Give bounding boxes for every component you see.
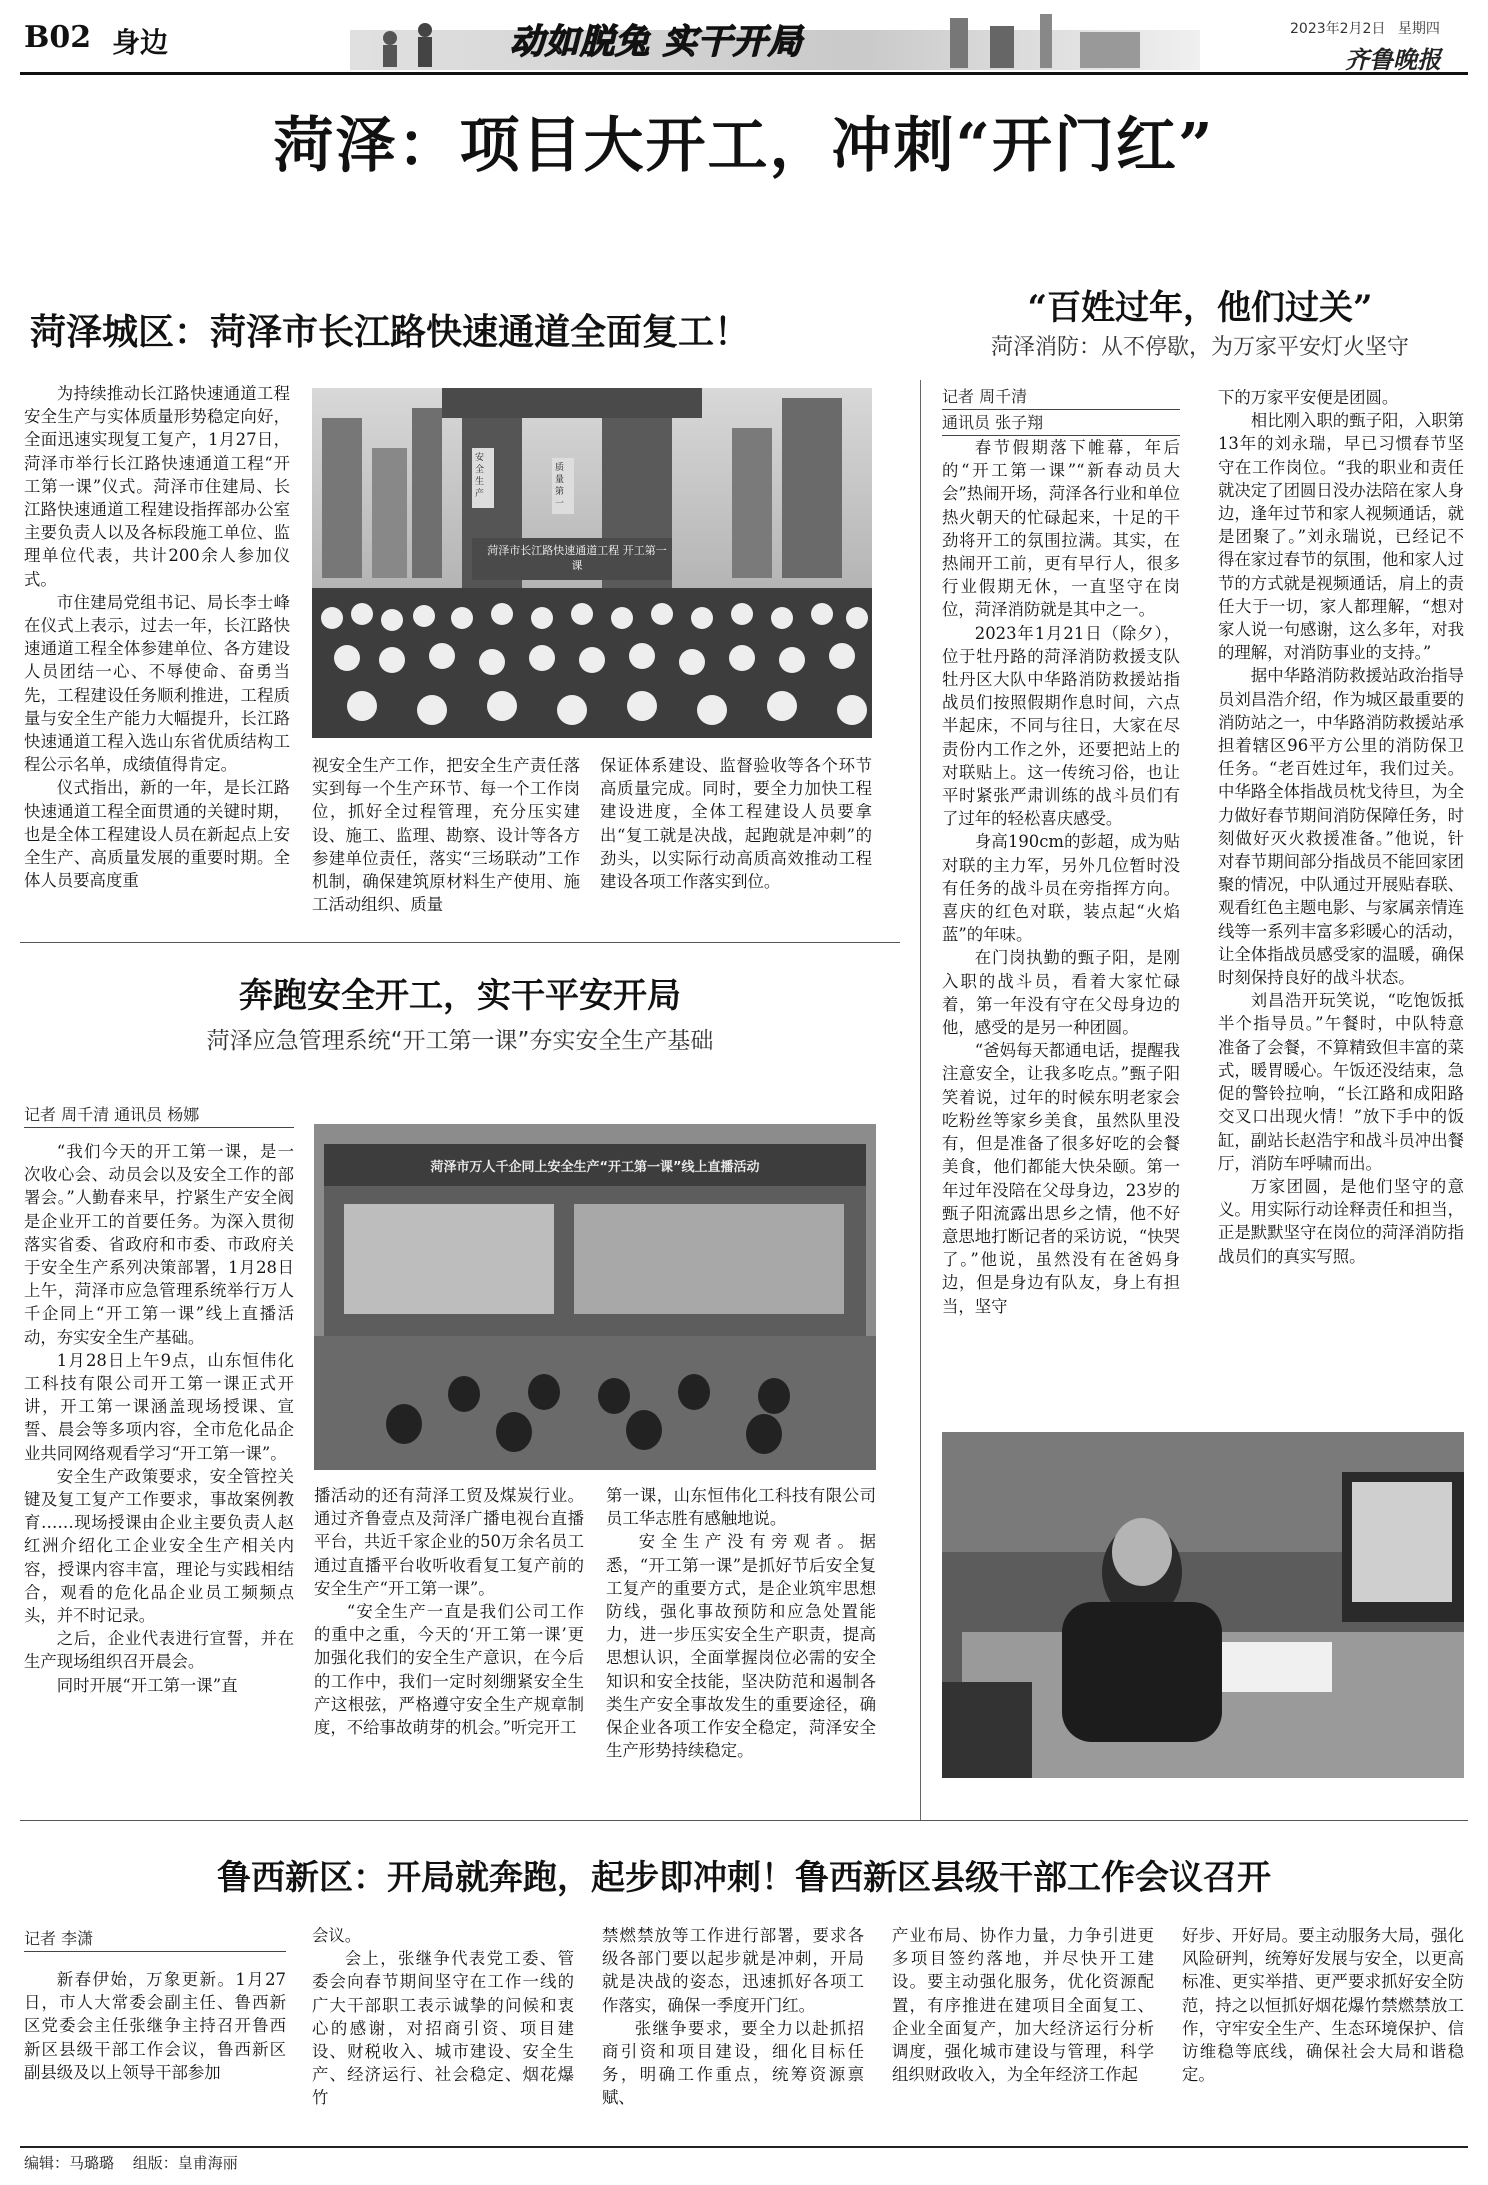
article2-photo bbox=[942, 1432, 1464, 1778]
paragraph: 春节假期落下帷幕，年后的“开工第一课”“新春动员大会”热闹开场，菏泽各行业和单位热火朝天的忙碌起来，十足的干劲将开工的氛围拉满。其实，在热闹开工前，更有早行人，很多行业假期无休，一直坚守在岗位，菏泽消防就是其中之一。 bbox=[942, 438, 1180, 620]
article1-col2 bbox=[312, 754, 580, 916]
masthead-rule bbox=[20, 72, 1468, 75]
article4-col1 bbox=[24, 1968, 286, 2084]
footer-credits bbox=[24, 2152, 238, 2173]
editor-credit: 编辑：马璐璐 bbox=[24, 2154, 115, 2172]
article3-title: 奔跑安全开工，实干平安开局 bbox=[239, 976, 681, 1016]
paragraph: “我们今天的开工第一课，是一次收心会、动员会以及安全工作的部署会。”人勤春来早，拧紧生产安全阀是企业开工的首要任务。为深入贯彻落实省委、省政府和市委、市政府关于安全生产系列决策部署，1月28日上午，菏泽市应急管理系统举行万人千企同上“开工第一课”线上直播活动，夯实安全生产基础。 bbox=[24, 1142, 294, 1347]
footer-rule bbox=[20, 2146, 1468, 2148]
livestream-meeting-illustration bbox=[314, 1124, 876, 1470]
paragraph: 会议。 bbox=[312, 1926, 362, 1945]
photo-banner-text: 菏泽市万人千企同上安全生产“开工第一课”线上直播活动 bbox=[430, 1160, 760, 1175]
paragraph: 2023年1月21日（除夕），位于牡丹路的菏泽消防救援支队牡丹区大队中华路消防救援站指战员们按照假期作息时间，六点半起床，不同与往日，大家在尽责份内工作之外，还要把站上的对联贴上。这一传统习俗，也让平时紧张严肃训练的战斗员们有了过年的轻松喜庆感受。 bbox=[942, 623, 1180, 829]
reporter-name: 记者 李潇 bbox=[24, 1928, 286, 1952]
correspondent-name: 通讯员 张子翔 bbox=[942, 412, 1180, 436]
paragraph: 在门岗执勤的甄子阳，是刚入职的战斗员，看着大家忙碌着，第一年没有守在父母身边的他，感受的是另一种团圆。 bbox=[942, 948, 1180, 1038]
paragraph: 刘昌浩开玩笑说，“吃饱饭抵半个指导员。”午餐时，中队特意准备了会餐，不算精致但丰富的菜式，暖胃暖心。午饭还没结束，急促的警铃拉响，“长江路和成阳路交叉口出现火情！”放下手中的饭缸，副站长赵浩宇和战斗员冲出餐厅，消防车呼啸而出。 bbox=[1218, 991, 1464, 1173]
paragraph: 下的万家平安便是团圆。 bbox=[1218, 388, 1399, 407]
page-code: B02 bbox=[24, 20, 92, 55]
article3-col3 bbox=[606, 1484, 876, 1762]
reporter-name: 记者 周千清 通讯员 杨娜 bbox=[24, 1104, 294, 1128]
paragraph: 之后，企业代表进行宣誓，并在生产现场组织召开晨会。 bbox=[24, 1629, 294, 1672]
article4-byline bbox=[24, 1928, 286, 1954]
reporter-name: 记者 周千清 bbox=[942, 386, 1180, 410]
paragraph: 第一课，山东恒伟化工科技有限公司员工华志胜有感触地说。 bbox=[606, 1486, 876, 1529]
article1-photo bbox=[312, 388, 872, 738]
article1-col3 bbox=[600, 754, 872, 893]
paragraph: 产业布局、协作力量，力争引进更多项目签约落地，并尽快开工建设。要主动强化服务，优化资源配置，有序推进在建项目全面复工、企业全面复产，加大经济运行分析调度，强化城市建设与管理，科学组织财政收入，为全年经济工作起 bbox=[892, 1926, 1154, 2085]
paragraph: 1月28日上午9点，山东恒伟化工科技有限公司开工第一课正式开讲，开工第一课涵盖现场授课、宣誓、晨会等多项内容，全市危化品企业共同网络观看学习“开工第一课”。 bbox=[24, 1350, 294, 1463]
weekday-text: 星期四 bbox=[1397, 21, 1440, 37]
paragraph: “安全生产一直是我们公司工作的重中之重，今天的‘开工第一课’更加强化我们的安全生产意识，在今后的工作中，我们一定时刻绷紧安全生产这根弦，严格遵守安全生产规章制度，不给事故萌芽的机会。”听完开工 bbox=[314, 1602, 584, 1738]
paragraph: 身高190cm的彭超，成为贴对联的主力军，另外几位暂时没有任务的战斗员在旁指挥方向。喜庆的红色对联，装点起“火焰蓝”的年味。 bbox=[942, 832, 1180, 945]
designer-credit: 组版：皇甫海丽 bbox=[132, 2154, 238, 2172]
article4-col3 bbox=[602, 1924, 864, 2110]
article2-byline bbox=[942, 386, 1180, 438]
article2-col1 bbox=[942, 436, 1180, 1318]
paragraph: 播活动的还有菏泽工贸及煤炭行业。通过齐鲁壹点及菏泽广播电视台直播平台，共近千家企业的50万余名员工通过直播平台收听收看复工复产前的安全生产“开工第一课”。 bbox=[314, 1486, 584, 1598]
paragraph: 安全生产没有旁观者。据悉，“开工第一课”是抓好节后安全复工复产的重要方式，是企业筑牢思想防线，强化事故预防和应急处置能力，进一步压实安全生产职责，提高思想认识，全面掌握岗位必需的安全知识和安全技能，坚决防范和遏制各类生产安全事故发生的重要途径，确保企业各项工作安全稳定，菏泽安全生产形势持续稳定。 bbox=[606, 1532, 876, 1761]
photo-sign-left: 安全生产 bbox=[475, 453, 485, 499]
article1-title: 菏泽城区：菏泽市长江路快速通道全面复工！ bbox=[30, 311, 751, 353]
paragraph: 禁燃禁放等工作进行部署，要求各级各部门要以起步就是冲刺，开局就是决战的姿态，迅速抓好各项工作落实，确保一季度开门红。 bbox=[602, 1926, 864, 2015]
date-text: 2023年2月2日 bbox=[1290, 21, 1386, 37]
article3-col1 bbox=[24, 1140, 294, 1697]
section-name: 身边 bbox=[112, 26, 169, 59]
photo-banner-text: 菏泽市长江路快速通道工程 开工第一课 bbox=[487, 544, 667, 572]
paragraph: 好步、开好局。要主动服务大局，强化风险研判，统筹好发展与安全，以更高标准、更实举措、更严要求抓好安全防范，持之以恒抓好烟花爆竹禁燃禁放工作，守牢安全生产、生态环境保护、信访维稳等底线，确保社会大局和谐稳定。 bbox=[1182, 1926, 1464, 2085]
paragraph: 同时开展“开工第一课”直 bbox=[56, 1675, 238, 1695]
column-divider bbox=[920, 380, 921, 1820]
article4-col4 bbox=[892, 1924, 1154, 2086]
paragraph: 新春伊始，万象更新。1月27日，市人大常委会副主任、鲁西新区党委会主任张继争主持召开鲁西新区县级干部工作会议，鲁西新区副县级及以上领导干部参加 bbox=[24, 1970, 286, 2082]
article3-subtitle: 菏泽应急管理系统“开工第一课”夯实安全生产基础 bbox=[206, 1028, 714, 1054]
paragraph: 相比刚入职的甄子阳，入职第13年的刘永瑞，早已习惯春节坚守在工作岗位。“我的职业和责任就决定了团圆日没办法陪在家人身边，逢年过节和家人视频通话，就是团聚了。”刘永瑞说，已经记不得在家过春节的氛围，他和家人过节的方式就是视频通话，肩上的责任大于一切，家人都理解，“想对家人说一句感谢，这么多年，对我的理解，对消防事业的支持。” bbox=[1218, 411, 1464, 663]
article1-col1 bbox=[24, 382, 290, 892]
paragraph: 会上，张继争代表党工委、管委会向春节期间坚守在工作一线的广大干部职工表示诚挚的问候和衷心的感谢，对招商引资、项目建设、财税收入、城市建设、安全生产、经济运行、社会稳定、烟花爆竹 bbox=[312, 1949, 574, 2108]
article4-col5 bbox=[1182, 1924, 1464, 2086]
photo-sign-right: 质量第一 bbox=[555, 463, 565, 509]
paragraph: 安全生产政策要求，安全管控关键及复工复产工作要求，事故案例教育……现场授课由企业主要负责人赵红洲介绍化工企业安全生产相关内容，授课内容丰富，理论与实践相结合，观看的危化品企业员工频频点头，并不时记录。 bbox=[24, 1466, 294, 1626]
paragraph: 仪式指出，新的一年，是长江路快速通道工程全面贯通的关键时期，也是全体工程建设人员在新起点上安全生产、高质量发展的重要时期。全体人员要高度重 bbox=[24, 778, 290, 891]
paragraph: 万家团圆，是他们坚守的意义。用实际行动诠释责任和担当，正是默默坚守在岗位的菏泽消防指战员们的真实写照。 bbox=[1218, 1176, 1464, 1266]
paragraph: “爸妈每天都通电话，提醒我注意安全，让我多吃点。”甄子阳笑着说，过年的时候东明老家会吃粉丝等家乡美食，虽然队里没有，但是准备了很多好吃的会餐美食，他们都能大快朵颐。第一年过年没陪在父母身边，23岁的甄子阳流露出思乡之情，他不好意思地打断记者的采访说，“快哭了。”他说，虽然没有在爸妈身边，但是身边有队友，身上有担当，坚守 bbox=[942, 1041, 1180, 1316]
masthead bbox=[0, 0, 1488, 74]
paragraph: 保证体系建设、监督验收等各个环节高质量完成。同时，要全力加快工程建设进度，全体工程建设人员要拿出“复工就是决战，起跑就是冲刺”的劲头，以实际行动高质高效推动工程建设各项工作落实到位。 bbox=[600, 756, 872, 892]
article3-col2 bbox=[314, 1484, 584, 1739]
paragraph: 据中华路消防救援站政治指导员刘昌浩介绍，作为城区最重要的消防站之一，中华路消防救援站承担着辖区96平方公里的消防保卫任务。“老百姓过年，我们过关。中华路全体指战员枕戈待旦，为全力做好春节期间消防保障任务，时刻做好灭火救援准备。”他说，针对春节期间部分指战员不能回家团聚的情况，中队通过开展贴春联、观看红色主题电影、与家属亲情连线等一系列丰富多彩暖心的活动，让全体指战员感受家的温暖，确保时刻保持良好的战斗状态。 bbox=[1218, 666, 1464, 988]
article4-title: 鲁西新区：开局就奔跑，起步即冲刺！鲁西新区县级干部工作会议召开 bbox=[217, 1858, 1271, 1898]
article3-top-rule bbox=[20, 942, 900, 943]
issue-date bbox=[1290, 18, 1440, 38]
article2-title: “百姓过年，他们过关” bbox=[1027, 288, 1373, 328]
paragraph: 视安全生产工作，把安全生产责任落实到每一个生产环节、每一个工作岗位，抓好全过程管理，充分压实建设、施工、监理、勘察、设计等各方参建单位责任，落实“三场联动”工作机制，确保建筑原材料生产使用、施工活动组织、质量 bbox=[312, 756, 580, 915]
firefighter-desk-illustration bbox=[942, 1432, 1464, 1778]
article4-top-rule bbox=[20, 1820, 1468, 1821]
article3-byline bbox=[24, 1104, 294, 1130]
newspaper-logo: 齐鲁晚报 bbox=[1345, 45, 1441, 74]
article4-col2 bbox=[312, 1924, 574, 2110]
main-headline: 菏泽：项目大开工，冲刺“开门红” bbox=[273, 111, 1215, 181]
paragraph: 张继争要求，要全力以赴抓招商引资和项目建设，细化目标任务，明确工作重点，统筹资源禀赋、 bbox=[602, 2018, 864, 2108]
paragraph: 市住建局党组书记、局长李士峰在仪式上表示，过去一年，长江路快速通道工程全体参建单位、各方建设人员团结一心、不辱使命、奋勇当先，工程建设任务顺利推进，工程质量与安全生产能力大幅提升，长江路快速通道工程入选山东省优质结构工程公示名单，成绩值得肯定。 bbox=[24, 592, 290, 775]
masthead-slogan: 动如脱兔 实干开局 bbox=[510, 22, 803, 62]
article3-photo bbox=[314, 1124, 876, 1470]
article2-subtitle: 菏泽消防：从不停歇，为万家平安灯火坚守 bbox=[990, 335, 1409, 360]
article2-col2 bbox=[1218, 386, 1464, 1268]
paragraph: 为持续推动长江路快速通道工程安全生产与实体质量形势稳定向好，全面迅速实现复工复产，1月27日，菏泽市举行长江路快速通道工程“开工第一课”仪式。菏泽市住建局、长江路快速通道工程建设指挥部办公室主要负责人以及各标段施工单位、监理单位代表，共计200余人参加仪式。 bbox=[24, 384, 290, 589]
